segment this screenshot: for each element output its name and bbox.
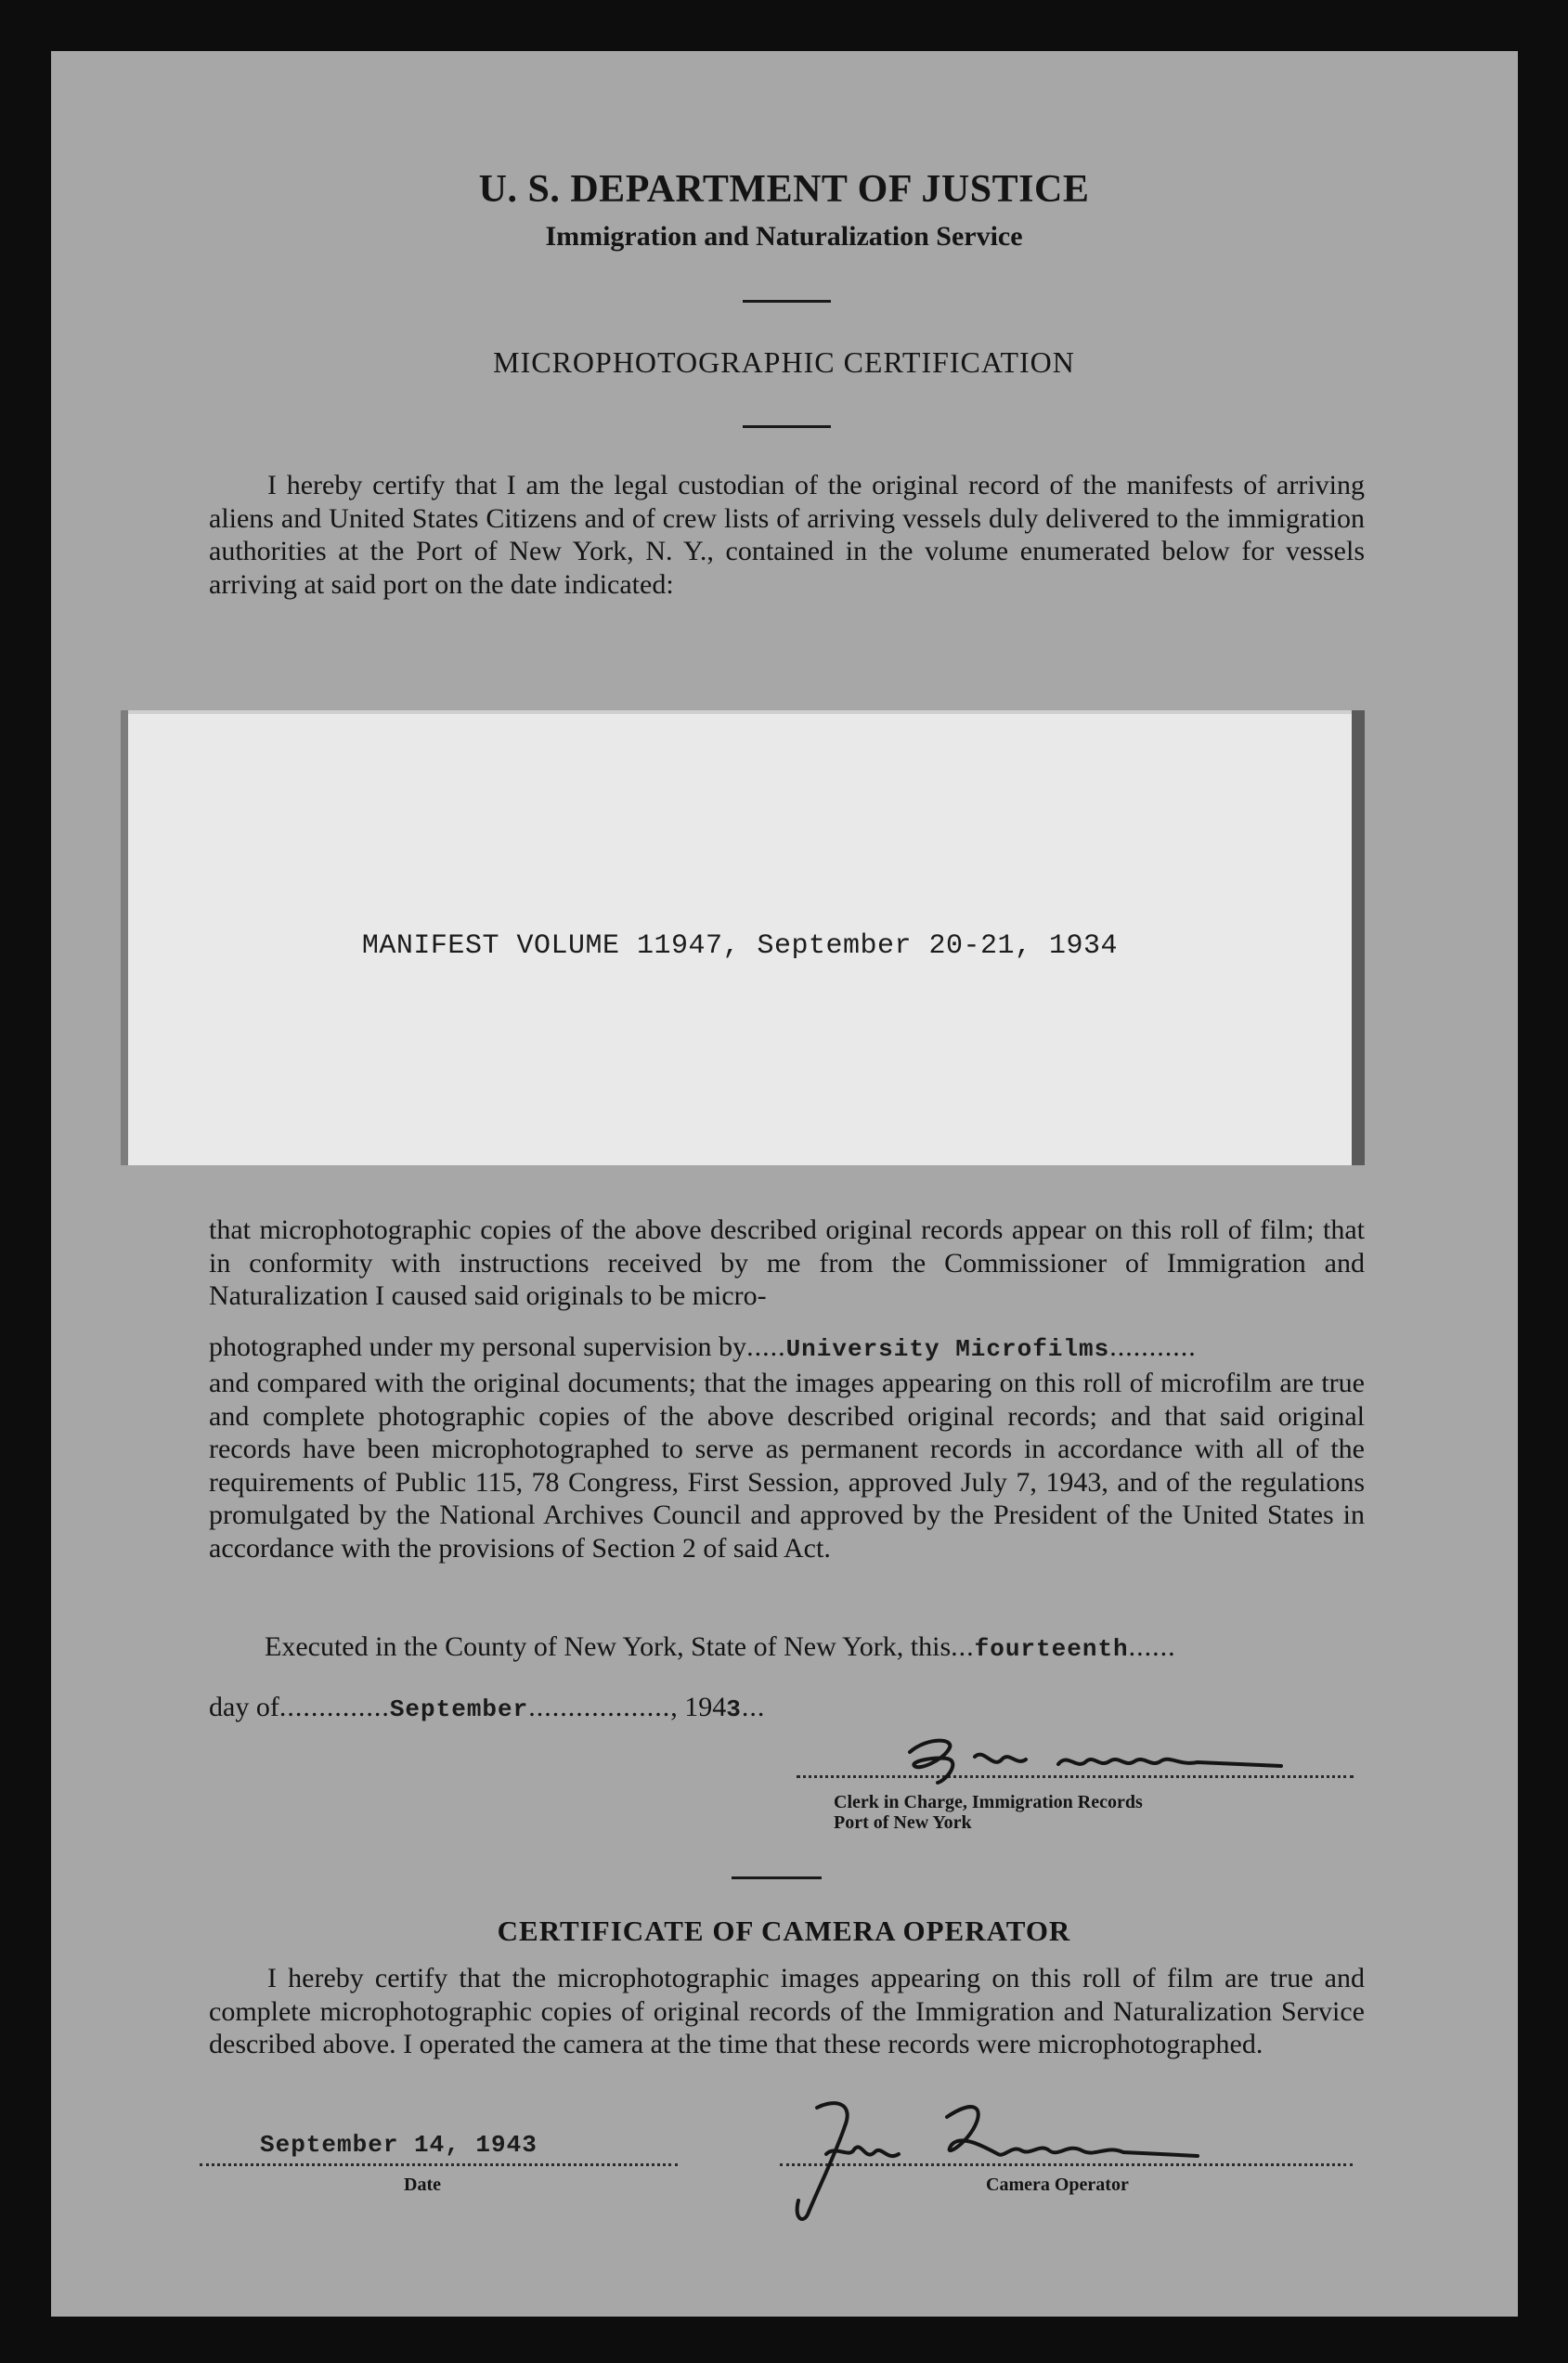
divider-rule [743,425,831,428]
clerk-title-line2: Port of New York [834,1812,972,1833]
supervision-line: photographed under my personal supervision by.....University Microfilms........... [209,1331,1197,1363]
department-title: U. S. DEPARTMENT OF JUSTICE [478,168,1090,211]
supervision-prefix: photographed under my personal supervision by [209,1331,747,1362]
camera-operator-label: Camera Operator [986,2175,1129,2195]
executed-line: Executed in the County of New York, State of New York, this...fourteenth...... [265,1631,1176,1663]
date-value: September 14, 1943 [260,2131,538,2159]
certification-heading: MICROPHOTOGRAPHIC CERTIFICATION [493,345,1075,379]
body-paragraph-part2: and compared with the original documents; that the images appearing on this roll of microfilm are true and complete photographic copies of the above described original records; and that said original records have been microphotographed to serve as permanent records in accordance with all of the requirements of Public 115, 78 Congress, First Session, approved July 7, 1943, and of the regulations promulgated by the National Archives Council and approved by the President of the United States in accordance with the provisions of Section 2 of said Act. [209,1368,1365,1564]
clerk-signature [891,1729,1328,1794]
date-label: Date [404,2175,441,2195]
day-of-label: day of [209,1692,279,1722]
month-value: September [389,1695,529,1723]
divider-rule [732,1876,822,1879]
date-line [200,2163,678,2166]
year-prefix: , 194 [670,1692,727,1722]
body-paragraph-part1: that microphotographic copies of the above described original records appear on this roll of film; that in conformity with instructions received by me from the Commissioner of Immigration and Naturalization I caused said originals to be micro- [209,1214,1365,1311]
manifest-volume-label: MANIFEST VOLUME 11947, September 20-21, 1934 [361,930,1119,962]
camera-operator-signature [761,2089,1207,2228]
camera-operator-paragraph: I hereby certify that the microphotographic images appearing on this roll of film are true and complete microphotographic copies of original records of the Immigration and Naturalization Service described above. I operated the camera at the time that these records were microphotographed. [209,1963,1365,2059]
intro-paragraph: I hereby certify that I am the legal custodian of the original record of the manifests of arriving aliens and United States Citizens and of crew lists of arriving vessels duly delivered to the immigration authorities at the Port of New York, N. Y., contained in the volume enumerated below for vessels arriving at said port on the date indicated: [209,470,1365,600]
supervisor-value: University Microfilms [785,1335,1110,1363]
divider-rule [743,300,831,303]
day-of-line: day of..............September.................., 1943... [209,1692,766,1723]
service-subtitle: Immigration and Naturalization Service [545,221,1023,252]
clerk-title [834,1792,1143,1833]
executed-prefix: Executed in the County of New York, State of New York, this [265,1631,952,1662]
clerk-title-line1: Clerk in Charge, Immigration Records [834,1792,1143,1812]
executed-day-value: fourteenth [974,1635,1129,1663]
camera-operator-heading: CERTIFICATE OF CAMERA OPERATOR [497,1915,1071,1947]
year-digit-value: 3 [726,1695,742,1723]
volume-card [121,710,1365,1165]
